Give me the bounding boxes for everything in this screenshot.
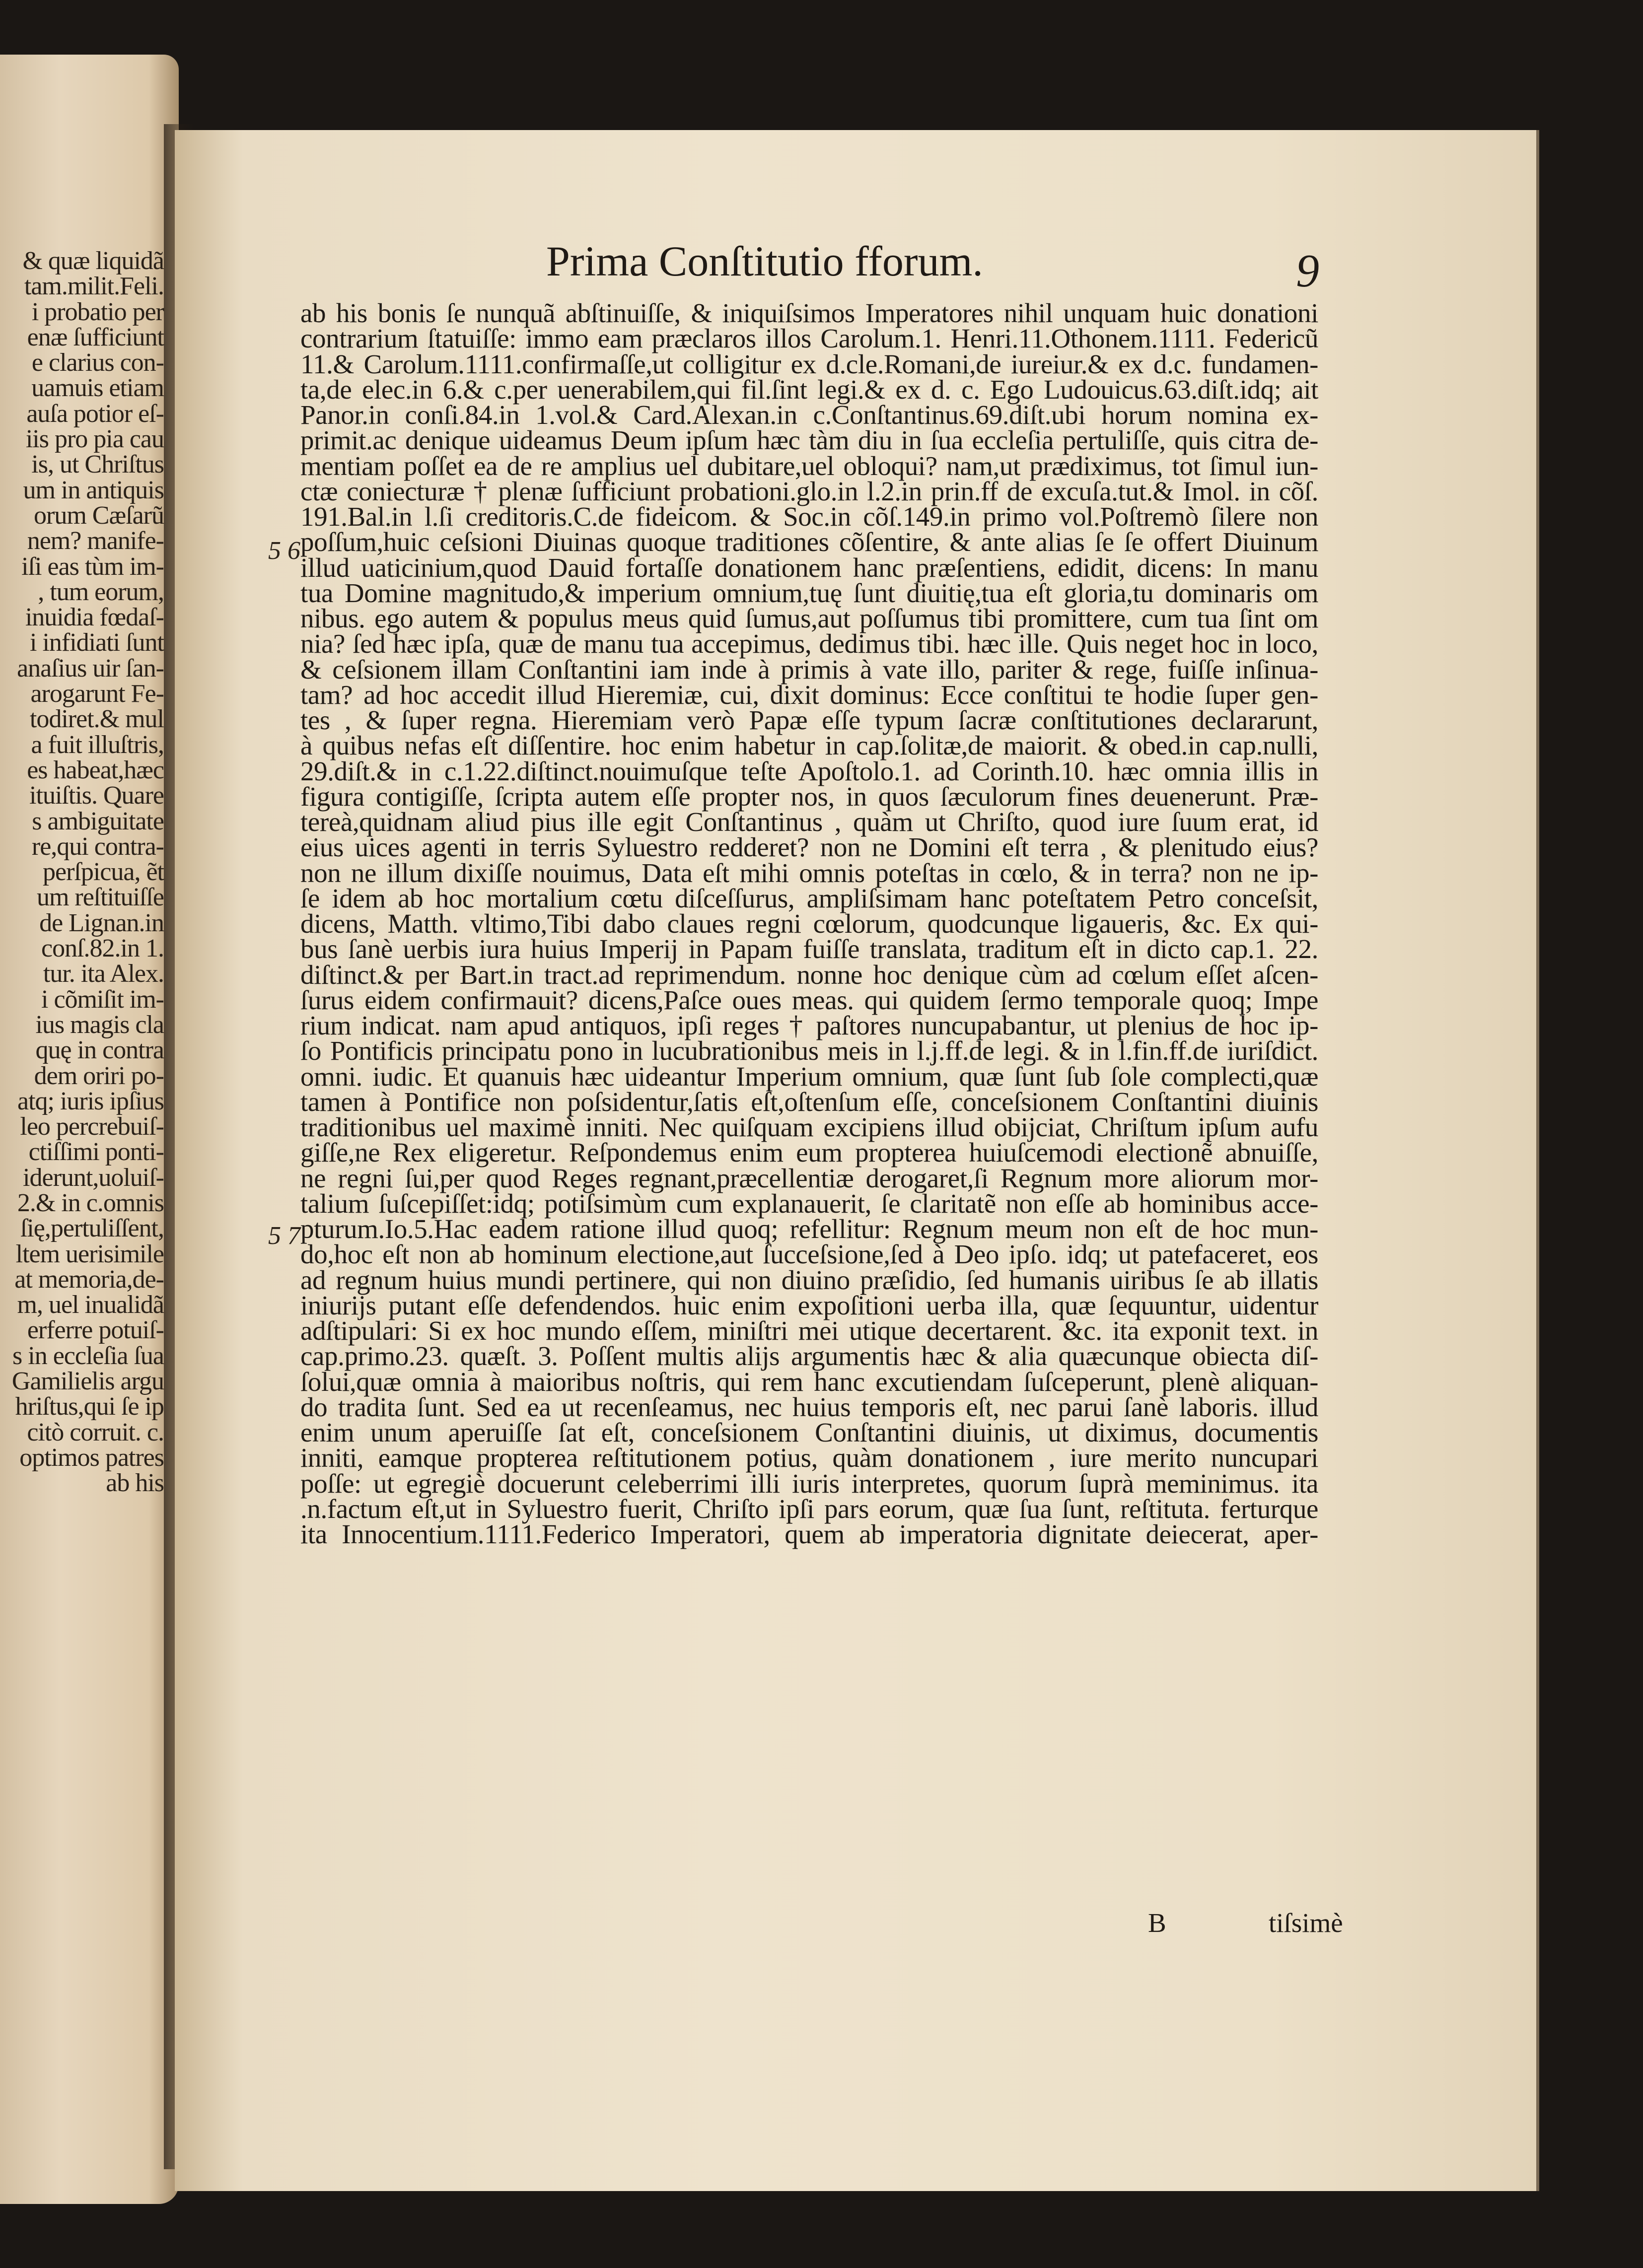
text-line: Panor.in conſi.84.in 1.vol.& Card.Alexan.in c.Conſtantinus.69.diſt.ubi horum nomina ex- [300,400,1318,430]
left-page-line: at memoria,de- [14,1265,164,1294]
text-line: tua Domine magnitudo,& imperium omnium,tuę ſunt diuitię,tua eſt gloria,tu dominaris om [300,577,1318,608]
text-line: ta,de elec.in 6.& c.per uenerabilem,qui fil.ſint legi.& ex d. c. Ego Ludouicus.63.diſt.idq; ait [300,374,1318,405]
left-page-line: ſię,pertuliſſent, [20,1214,164,1243]
left-page-line: arogarunt Fe- [30,680,164,708]
left-page-line: iis pro pia cau [25,425,164,454]
text-line: ab his bonis ſe nunquã abſtinuiſſe, & iniquiſsimos Imperatores nihil unquam huic donationi [300,298,1318,328]
left-page-line: nem? manife- [27,527,164,555]
left-page-line: a fuit illuſtris, [31,730,164,759]
left-page-line: e clarius con- [31,348,164,377]
left-page-line: erferre potuiſ- [27,1316,164,1345]
left-page-line: tam.milit.Feli. [24,272,164,301]
text-line: nibus. ego autem & populus meus quid ſumus,aut poſſumus tibi promittere, cum tua ſint om [300,603,1318,633]
left-page-line: todiret.& mul [29,705,164,734]
left-page-line: um in antiquis [23,476,164,504]
left-page-line: ituiſtis. Quare [29,781,164,810]
left-page-line: , tum eorum, [38,577,164,606]
margin-note-number: 5 6 [268,537,300,565]
page-number: 9 [1296,245,1319,297]
text-line: cap.primo.23. quæſt. 3. Poſſent multis alijs argumentis hæc & alia quæcunque obiecta diſ- [300,1341,1318,1372]
left-page-line: Gamilielis argu [11,1367,164,1396]
text-line: contrarium ſtatuiſſe: immo eam præclaros illos Carolum.1. Henri.11.Othonem.1111. Federicũ [300,323,1318,354]
margin-note-number: 5 7 [268,1222,300,1250]
left-page-line: i cõmiſit im- [41,985,164,1014]
left-page-line: perſpicua, ẽt [43,858,164,887]
left-page-line: s ambiguitate [32,807,164,835]
text-line: ad regnum huius mundi pertinere, qui non diuino præſidio, ſed humanis uiribus ſe ab illatis [300,1264,1318,1295]
text-line: 191.Bal.in l.ſi creditoris.C.de fideicom. & Soc.in cõſ.149.in primo vol.Poſtremò ſilere non [300,501,1318,532]
left-page-line: optimos patres [19,1443,164,1472]
left-page-line: dem oriri po- [34,1061,164,1090]
text-line: do,hoc eſt non ab hominum electione,aut ſucceſsione,ſed à Deo ipſo. idq; ut patefaceret, eos [300,1239,1318,1270]
text-line: dicens, Matth. vltimo,Tibi dabo claues regni cœlorum, quodcunque ligaueris, &c. Ex qui- [300,908,1318,939]
left-page-line: conſ.82.in 1. [41,934,164,963]
catchword: tiſsimè [1269,1908,1343,1938]
left-page-line: is, ut Chriſtus [31,450,164,479]
left-page-line: iſi eas tùm im- [21,552,164,581]
text-line: eius uices agenti in terris Syluestro redderet? non ne Domini eſt terra , & plenitudo eius? [300,832,1318,863]
running-head: Prima Conſtitutio fforum. [546,237,983,285]
text-line: ita Innocentium.1111.Federico Imperatori, quem ab imperatoria dignitate deiecerat, aper- [300,1519,1318,1549]
left-page-line: i infidiati ſunt [30,628,164,657]
left-page-line: atq; iuris ipſius [17,1087,164,1115]
text-line: non ne illum dixiſſe nouimus, Data eſt mihi omnis poteſtas in cœlo, & in terra? non ne ip- [300,857,1318,888]
text-line: bus ſanè uerbis iura huius Imperij in Papam fuiſſe translata, traditum eſt in dicto cap.1. 22. [300,934,1318,964]
text-line: enim unum aperuiſſe ſat eſt, conceſsionem Conſtantini diuinis, ut diximus, documentis [300,1417,1318,1447]
main-text-block [300,300,1318,1547]
text-line: tereà,quidnam aliud pius ille egit Conſtantinus , quàm ut Chriſto, quod iure ſuum erat, id [300,807,1318,837]
text-line: 29.diſt.& in c.1.22.diſtinct.nouimuſque teſte Apoſtolo.1. ad Corinth.10. hæc omnia illis in [300,756,1318,786]
left-page-line: & quæ liquidã [22,247,164,275]
left-page-line: quę in contra [35,1036,164,1065]
left-page-line: ctiſſimi ponti- [28,1138,164,1167]
text-line: 11.& Carolum.1111.confirmaſſe,ut colligitur ex d.cle.Romani,de iureiur.& ex d.c. fundamen- [300,348,1318,379]
text-line: ſurus eidem confirmauit? dicens,Paſce oues meas. qui quidem ſermo temporale quoq; Impe [300,984,1318,1015]
text-line: ſolui,quæ omnia à maioribus noſtris, qui rem hanc excutiendam ſuſceperunt, plenè aliquan- [300,1366,1318,1397]
left-page-line: citò corruit. c. [27,1418,164,1446]
text-line: pturum.Io.5.Hac eadem ratione illud quoq; refellitur: Regnum meum non eſt de hoc mun- [300,1214,1318,1244]
text-line: adſtipulari: Si ex hoc mundo eſſem, miniſtri mei utique decertarent. &c. ita exponit text. in [300,1315,1318,1346]
text-line: ſe idem ab hoc mortalium cœtu diſceſſurus, ampliſsimam hanc poteſtatem Petro conceſsit, [300,883,1318,913]
left-page-line: orum Cæſarũ [34,501,164,530]
left-page-line: iderunt,uoluiſ- [23,1163,164,1192]
left-page-text [5,248,164,1496]
text-line: ne regni ſui,per quod Reges regnant,præcellentiæ derogaret,ſi Regnum more aliorum mor- [300,1163,1318,1193]
left-page-line: anaſius uir ſan- [17,654,164,683]
signature-mark: B [1148,1908,1166,1938]
left-page-line: es habeat,hæc [27,756,164,784]
text-line: rium indicat. nam apud antiquos, ipſi reges † paſtores nuncupabantur, ut plenius de hoc ip- [300,1010,1318,1040]
text-line: traditionibus uel maximè inniti. Nec quiſquam excipiens illud obijciat, Chriſtum ipſum aufu [300,1112,1318,1142]
text-line: do tradita ſunt. Sed ea ut recenſeamus, nec huius temporis eſt, nec parui ſanè laboris. illud [300,1391,1318,1422]
left-page-line: hriſtus,qui ſe ip [15,1392,164,1421]
left-page-line: de Lignan.in [39,908,164,937]
text-line: giſſe,ne Rex eligeretur. Reſpondemus enim eum propterea huiuſcemodi electionẽ abnuiſſe, [300,1137,1318,1168]
left-page-line: enæ ſufficiunt [27,323,164,351]
text-line: ctæ coniecturæ † plenæ ſufficiunt probationi.glo.in l.2.in prin.ff de excuſa.tut.& Imol. in cõſ. [300,476,1318,506]
text-line: figura contigiſſe, ſcripta autem eſſe propter nos, in quos ſæculorum fines deuenerunt. Præ- [300,781,1318,812]
text-line: ſo Pontificis principatu pono in lucubrationibus meis in l.j.ff.de legi. & in l.fin.ff.de iuriſdict. [300,1035,1318,1066]
text-line: tamen à Pontifice non poſsidentur,ſatis eſt,oſtenſum eſſe, conceſsionem Conſtantini diuinis [300,1086,1318,1117]
text-line: inniti, eamque propterea reſtitutionem potius, quàm donationem , iure merito nuncupari [300,1443,1318,1473]
text-line: poſſe: ut egregiè docuerunt celeberrimi illi iuris interpretes, quorum ſuprà meminimus. ita [300,1468,1318,1499]
left-page-line: ab his [106,1469,164,1498]
left-page-line: re,qui contra- [31,832,164,861]
left-page-line: m, uel inualidã [17,1291,164,1319]
text-line: poſſum,huic ceſsioni Diuinas quoque traditiones cõſentire, & ante alias ſe ſe offert Diuinum [300,527,1318,557]
left-page-line: i probatio per [31,297,164,326]
text-line: .n.factum eſt,ut in Syluestro fuerit, Chriſto ipſi pars eorum, quæ ſua ſunt, reſtituta. ferturque [300,1493,1318,1524]
left-page-line: inuidia fœdaſ- [25,603,164,632]
text-line: illud uaticinium,quod Dauid fortaſſe donationem hanc præſentiens, edidit, dicens: In manu [300,552,1318,583]
text-line: tam? ad hoc accedit illud Hieremiæ, cui, dixit dominus: Ecce conſtitui te hodie ſuper gen- [300,679,1318,710]
text-line: talium ſuſcepiſſet:idq; potiſsimùm cum explanauerit, ſe claritatẽ non eſſe ab hominibus acce- [300,1188,1318,1219]
left-page-line: s in eccleſia ſua [12,1341,164,1370]
left-page-line: tur. ita Alex. [43,960,164,988]
left-page [0,55,179,2204]
left-page-line: ius magis cla [35,1010,164,1039]
text-line: nia? ſed hæc ipſa, quæ de manu tua accepimus, dedimus tibi. hæc ille. Quis neget hoc in loco, [300,628,1318,659]
text-line: à quibus nefas eſt diſſentire. hoc enim habetur in cap.ſolitæ,de maiorit. & obed.in cap.nulli, [300,730,1318,761]
text-line: primit.ac denique uideamus Deum ipſum hæc tàm diu in ſua eccleſia pertuliſſe, quis citra de- [300,425,1318,456]
left-page-line: leo percrebuiſ- [20,1112,164,1141]
left-page-line: um reſtituiſſe [36,883,164,912]
left-page-line: 2.& in c.omnis [17,1188,164,1217]
left-page-line: auſa potior eſ- [26,399,164,428]
text-line: & ceſsionem illam Conſtantini iam inde à primis à vate illo, pariter & rege, fuiſſe inſinua- [300,654,1318,685]
text-line: tes , & ſuper regna. Hieremiam verò Papæ eſſe typum ſacræ conſtitutiones declararunt, [300,705,1318,735]
left-page-line: ltem uerisimile [15,1239,164,1268]
text-line: iniurijs putant eſſe defendendos. huic enim expoſitioni uerba illa, quæ ſequuntur, uidentur [300,1290,1318,1320]
text-line: mentiam poſſet ea de re amplius uel dubitare,uel obloqui? nam,ut prædiximus, tot ſimul iun- [300,450,1318,481]
text-line: diſtinct.& per Bart.in tract.ad reprimendum. nonne hoc denique cùm ad cœlum eſſet aſcen- [300,959,1318,990]
left-page-line: uamuis etiam [31,374,164,403]
text-line: omni. iudic. Et quanuis hæc uideantur Imperium omnium, quæ ſunt ſub ſole complecti,quæ [300,1061,1318,1092]
